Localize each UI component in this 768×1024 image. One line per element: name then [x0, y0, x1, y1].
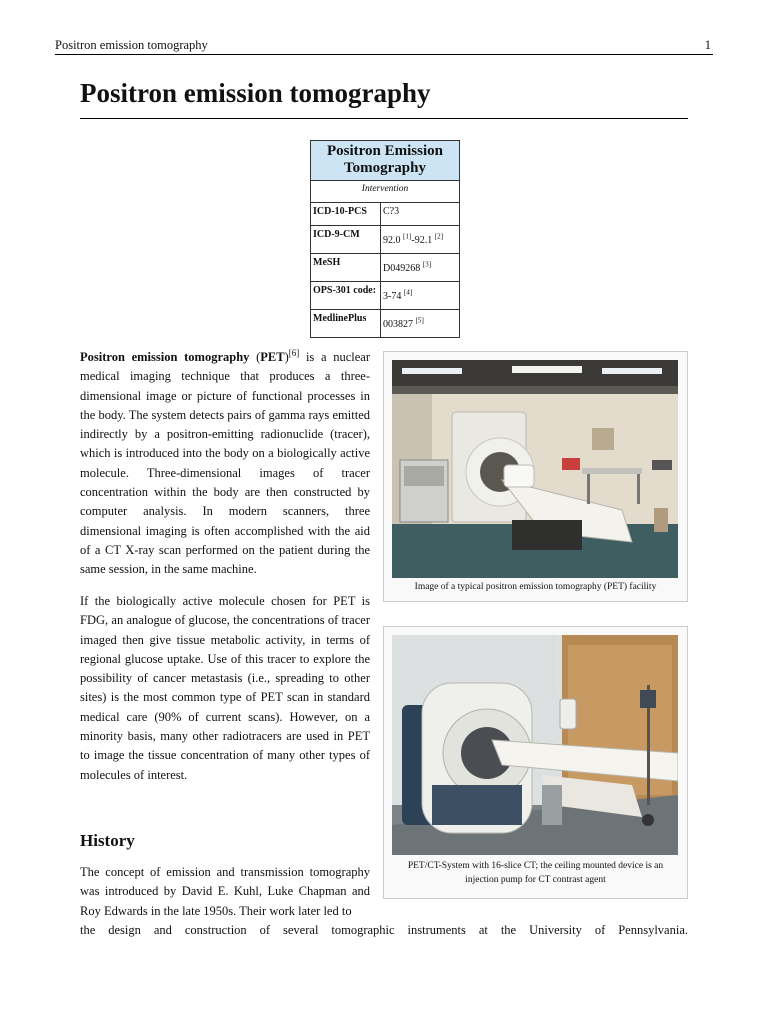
- pet-ct-system-photo[interactable]: [392, 635, 678, 855]
- infobox-row: [311, 203, 459, 226]
- infobox-value: 92.0 [1]-92.1 [2]: [383, 232, 444, 246]
- figure-caption: Image of a typical positron emission tomography (PET) facility: [414, 582, 657, 592]
- infobox-value: 003827 [5]: [383, 316, 424, 330]
- infobox-row: [311, 226, 459, 254]
- section-heading-history: History: [80, 831, 135, 850]
- ref-link[interactable]: [1]: [403, 232, 412, 241]
- infobox-value: C?3: [383, 206, 400, 217]
- paragraph-continuation: the design and construction of several tomographic instruments at the University of Pennsylvania.: [80, 923, 688, 937]
- infobox-key: OPS-301 code:: [311, 282, 381, 309]
- infobox-key: ICD-9-CM: [311, 226, 381, 253]
- running-head-title: Positron emission tomography: [55, 38, 208, 52]
- pet-facility-photo[interactable]: [392, 360, 678, 578]
- paragraph: The concept of emission and transmission tomography was introduced by David E. Kuhl, Luke Chapman and Roy Edwards in the late 1950s. Their work later led to: [80, 865, 370, 918]
- ref-link[interactable]: [6]: [288, 347, 300, 358]
- infobox-row: [311, 282, 459, 310]
- infobox-value: D049268 [3]: [383, 260, 432, 274]
- infobox-value: 3-74 [4]: [383, 288, 413, 302]
- infobox-row: [311, 310, 459, 337]
- page-number: 1: [704, 38, 711, 52]
- intro-paragraph: Positron emission tomography (PET)[6] is a nuclear medical imaging technique that produces a three-dimensional image or picture of functional processes in the body. The system detects pairs of gamma rays emitted indirectly by a positron-emitting radionuclide (tracer), which is introduced into the body on a biologically active molecule. Three-dimensional images of tracer concentration within the body are then constructed by computer analysis. In modern scanners, three dimensional imaging is often accomplished with the aid of a CT X-ray scan performed on the patient during the same session, in the same machine.: [80, 347, 370, 577]
- infobox-subtitle: Intervention: [311, 181, 459, 203]
- bold-term: Positron emission tomography: [80, 350, 250, 364]
- figure-pet-facility: [383, 351, 688, 602]
- infobox-key: ICD-10-PCS: [311, 203, 381, 225]
- abbreviation: PET: [260, 350, 285, 364]
- ref-link[interactable]: [3]: [422, 260, 432, 269]
- infobox-key: MedlinePlus: [311, 310, 381, 337]
- running-head: [55, 38, 713, 55]
- ref-link[interactable]: [2]: [434, 232, 444, 241]
- infobox: [310, 140, 460, 338]
- infobox-title: Positron Emission Tomography: [311, 141, 459, 181]
- paragraph: If the biologically active molecule chosen for PET is FDG, an analogue of glucose, the concentrations of tracer imaged then give tissue metabolic activity, in terms of regional glucose uptake. Use of this tracer to explore the possibility of cancer metastasis (i.e., spreading to other sites) is the most common type of PET scan in standard medical care (90% of current scans). However, on a minority basis, many other radiotracers are used in PET to image the tissue concentration of many other types of molecules of interest.: [80, 594, 370, 782]
- ref-link[interactable]: [5]: [415, 316, 424, 325]
- ref-link[interactable]: [4]: [403, 288, 413, 297]
- infobox-row: [311, 254, 459, 282]
- title-rule: [80, 118, 688, 119]
- article-title: Positron emission tomography: [80, 78, 431, 108]
- figure-caption: PET/CT-System with 16-slice CT; the ceiling mounted device is an injection pump for CT contrast agent: [407, 861, 664, 885]
- infobox-key: MeSH: [311, 254, 381, 281]
- figure-pet-ct-system: [383, 626, 688, 899]
